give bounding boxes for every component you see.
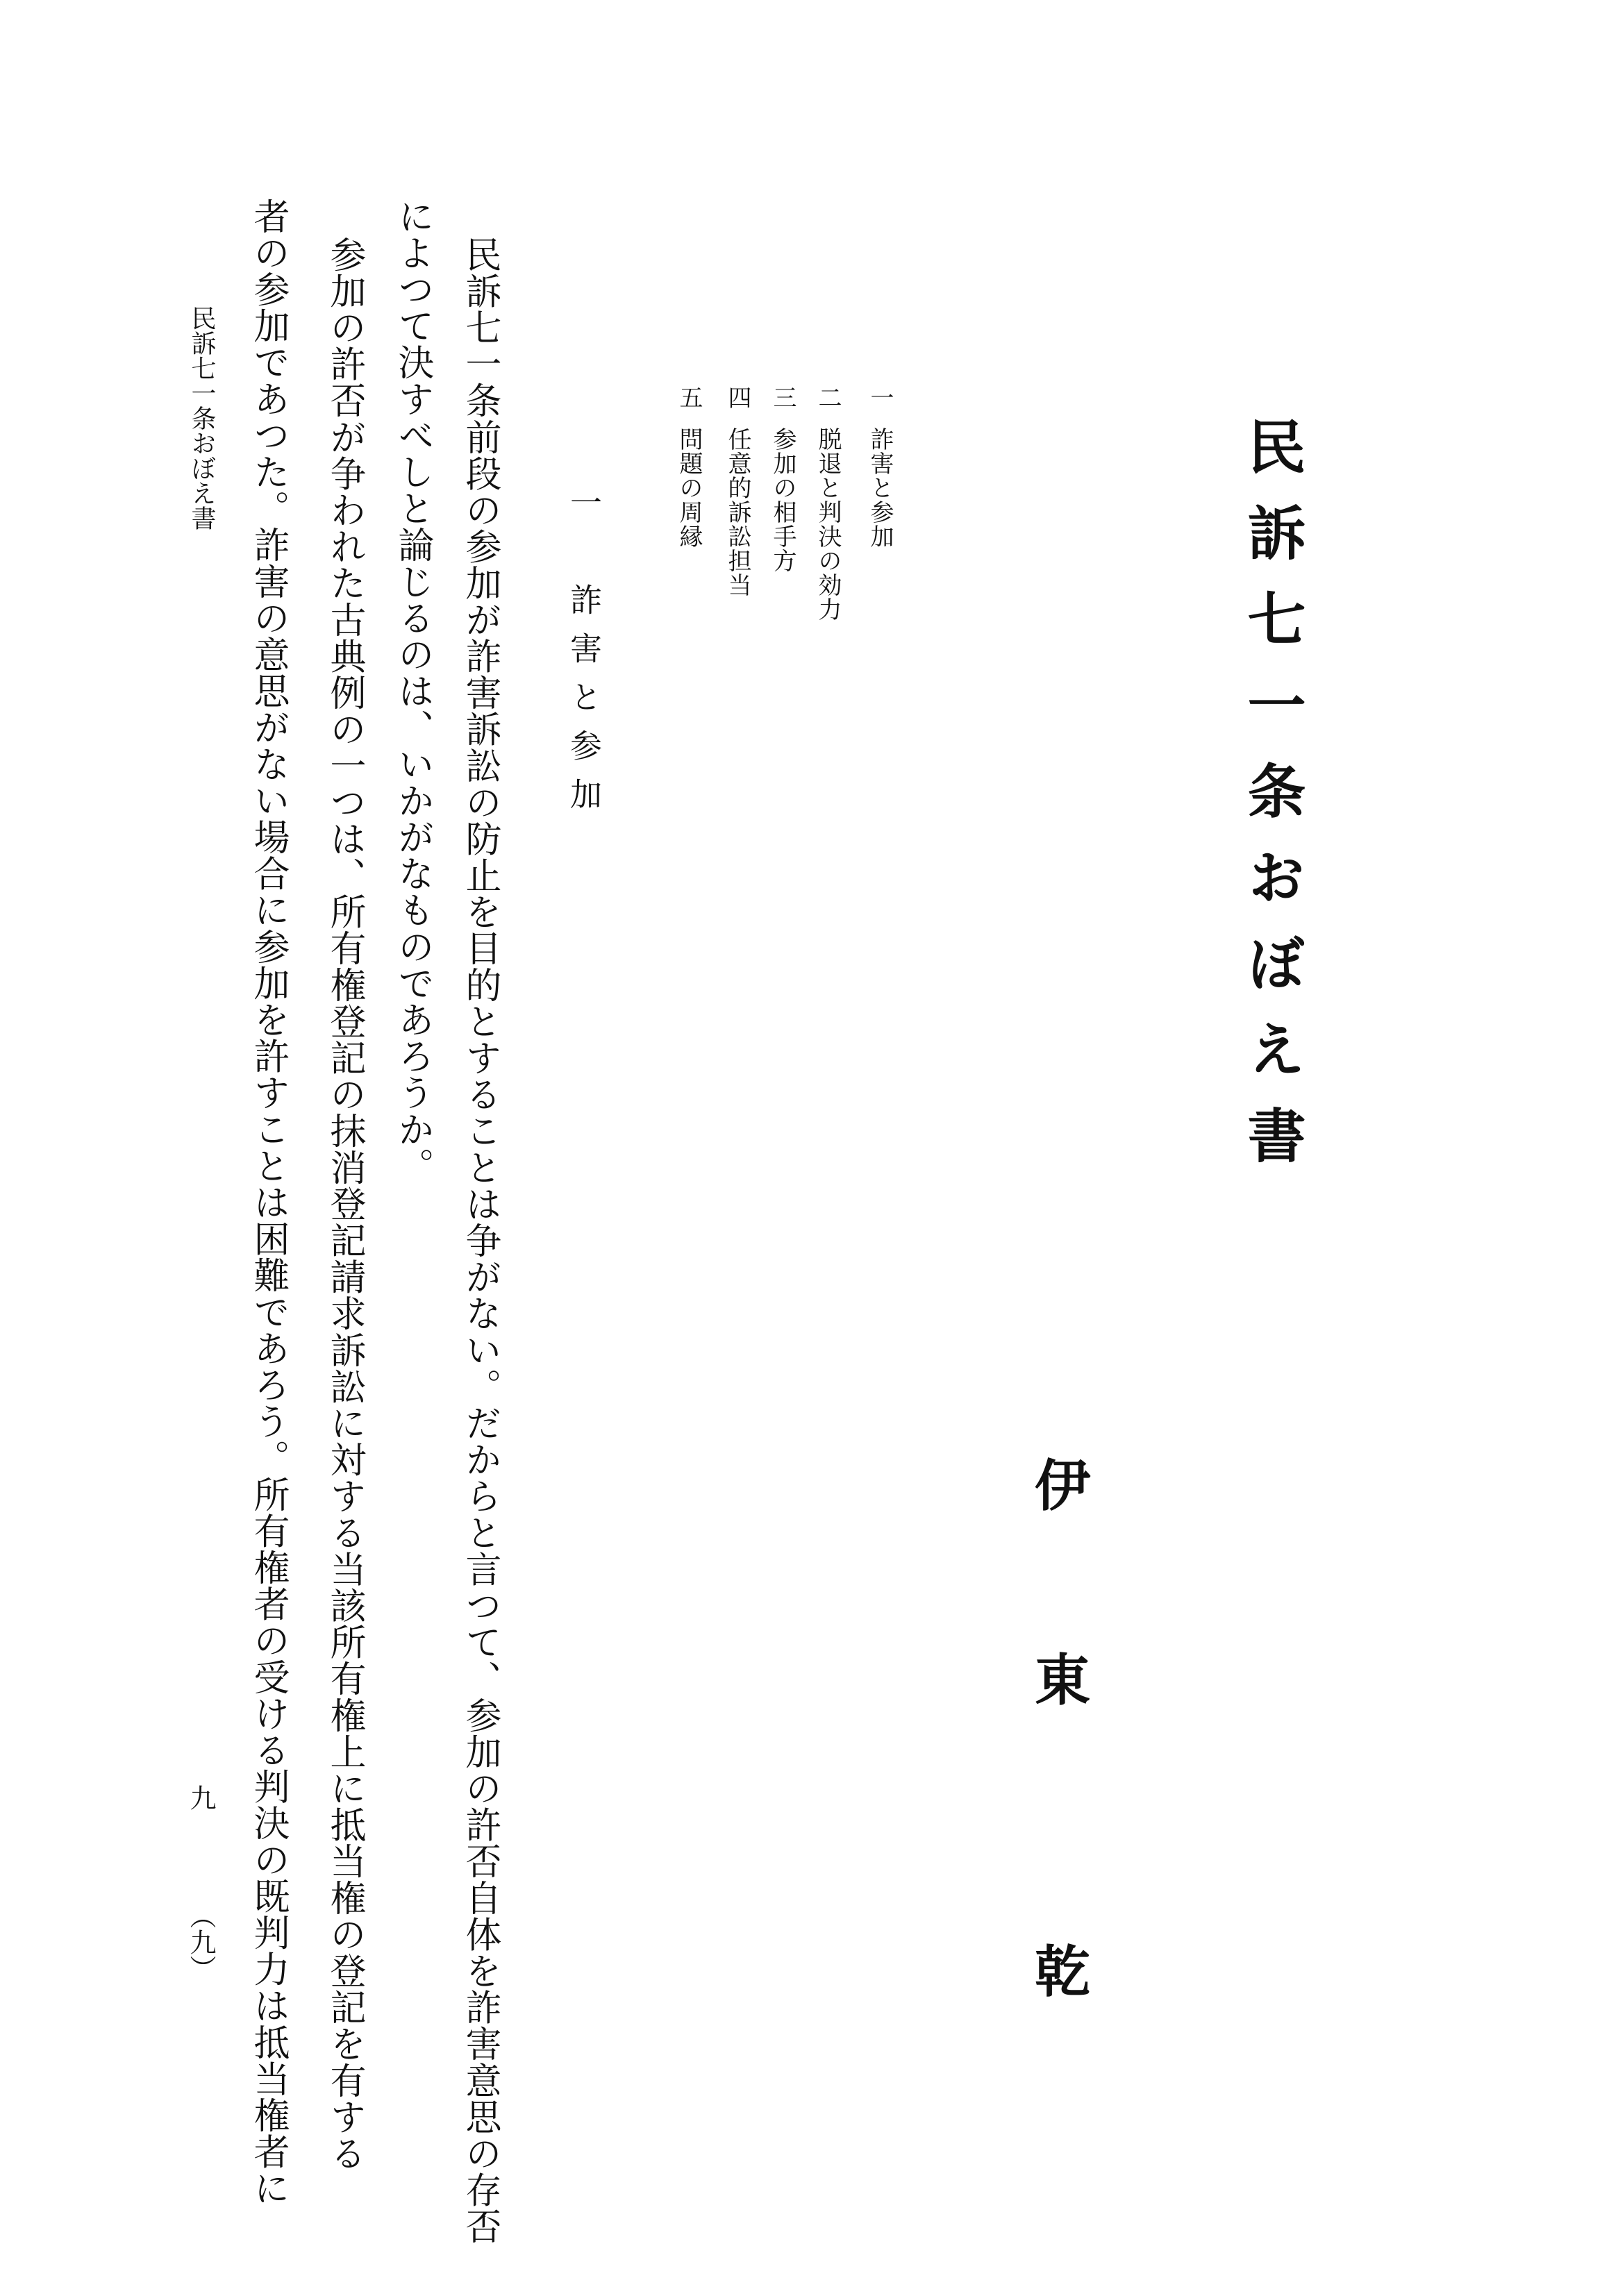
running-head: 民訴七一条おぼえ書 <box>187 305 216 530</box>
toc-number: 二 <box>814 385 842 409</box>
author-name-char: 東 <box>1035 1648 1090 1713</box>
article-title: 民訴七一条おぼえ書 <box>1238 417 1307 1191</box>
toc-item: 詐害と参加 <box>866 427 894 548</box>
page-number: 九 <box>185 1784 216 1811</box>
text-column: 民訴七一条前段の参加が詐害訴訟の防止を目的とすることは争がない。だからと言つて、参加の許否自体を詐害意思の存否 <box>459 236 501 2245</box>
page-number-parenthesized: （九） <box>185 1902 216 1981</box>
toc-number: 四 <box>724 385 751 409</box>
toc-item: 参加の相手方 <box>769 427 797 573</box>
toc-item: 任意的訴訟担当 <box>724 427 751 597</box>
text-column: 者の参加であつた。詐害の意思がない場合に参加を許すことは困難であろう。所有権者の受ける判決の既判力は抵当権者に <box>247 198 289 2206</box>
toc-number: 五 <box>675 385 703 409</box>
section-heading: 一 詐害と参加 <box>565 486 603 826</box>
author-name-char: 乾 <box>1035 1939 1090 2004</box>
toc-number: 一 <box>866 385 894 409</box>
toc-item: 脱退と判決の効力 <box>814 427 842 621</box>
toc-item: 問題の周縁 <box>675 427 703 548</box>
text-column: によつて決すべしと論じるのは、いかがなものであろうか。 <box>392 198 433 1184</box>
author-name-char: 伊 <box>1035 1453 1090 1518</box>
toc-number: 三 <box>769 385 797 409</box>
text-column: 参加の許否が争われた古典例の一つは、所有権登記の抹消登記請求訴訟に対する当該所有権上に抵当権の登記を有する <box>324 236 365 2172</box>
